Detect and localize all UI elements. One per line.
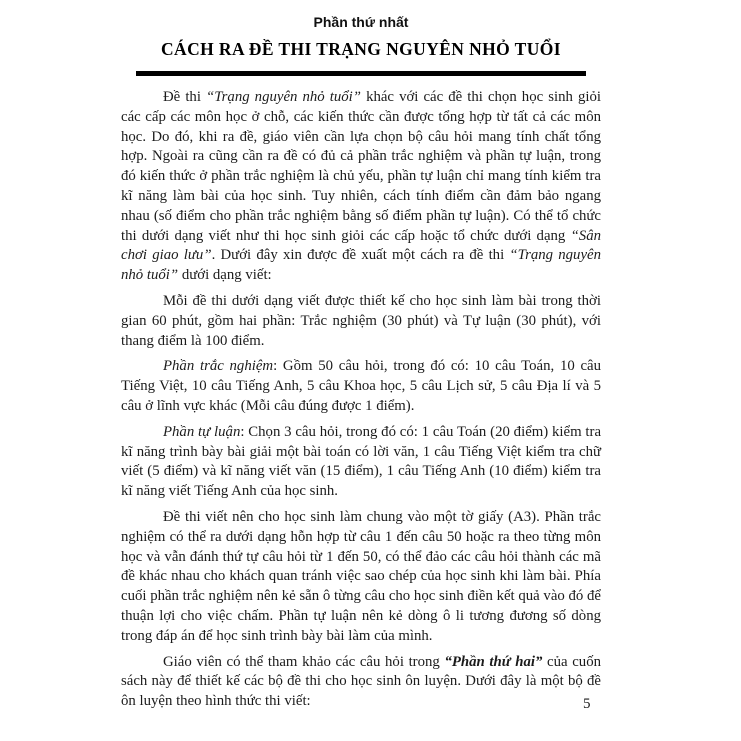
section-label: Phần thứ nhất (313, 14, 409, 30)
text-segment: Đề thi viết nên cho học sinh làm chung vào một tờ giấy (A3). Phần trắc nghiệm có thể ra dưới dạng hỗn hợp từ câu 1 đến câu 50 hoặc ra theo từng môn học và vẫn đánh thứ tự câu hỏi từ 1 đến 50, có thể đảo các câu hỏi thành các mã đề khác nhau cho khách quan tránh việc sao chép của học sinh khi làm bài. Phía cuối phần trắc nghiệm nên kẻ sẵn ô từng câu cho học sinh điền kết quả vào đó để thuận lợi cho việc chấm. Phần tự luận nên kẻ dòng ô li tương đương số dòng trong đáp án để học sinh trình bày bài làm của mình. (121, 508, 601, 644)
text-segment: của cuốn sách này để thiết kế các bộ đề thi cho học sinh ôn luyện. Dưới đây là một bộ đề ôn luyện theo hình thức thi viết: (121, 653, 601, 710)
paragraph (121, 292, 601, 351)
text-segment: Đề thi (163, 89, 207, 105)
page-title: CÁCH RA ĐỀ THI TRẠNG NGUYÊN NHỎ TUỔI (161, 39, 561, 59)
text-segment: “Sân chơi giao lưu” (121, 227, 601, 264)
paragraph (121, 357, 601, 416)
text-segment: dưới dạng viết: (178, 267, 272, 284)
text-segment: : Chọn 3 câu hỏi, trong đó có: 1 câu Toán (20 điểm) kiểm tra kĩ năng trình bày bài giải một bài toán có lời văn, 1 câu Tiếng Việt kiểm tra chữ viết (5 điểm) và kĩ năng viết văn (15 điểm), 1 câu Tiếng Anh (10 điểm) kiểm tra kĩ năng viết Tiếng Anh của học sinh. (121, 423, 602, 500)
paragraph (121, 508, 601, 647)
text-segment: Giáo viên có thể tham khảo các câu hỏi trong (163, 653, 445, 670)
text-segment: : Gồm 50 câu hỏi, trong đó có: 10 câu Toán, 10 câu Tiếng Việt, 10 câu Tiếng Anh, 5 câu Khoa học, 5 câu Lịch sử, 5 câu Địa lí và 5 câu ở lĩnh vực khác (Mỗi câu đúng được 1 điểm). (121, 358, 602, 414)
page-number: 5 (583, 696, 591, 712)
page-content (121, 0, 601, 718)
body-text (121, 88, 601, 712)
paragraph (121, 88, 601, 286)
text-segment: “Phần thứ hai” (444, 653, 543, 670)
text-segment: . Dưới đây xin được đề xuất một cách ra đề thi (211, 247, 510, 264)
text-segment: “Trạng nguyên nhỏ tuổi” (121, 247, 601, 284)
text-segment: Mỗi đề thi dưới dạng viết được thiết kế cho học sinh làm bài trong thời gian 60 phút, gồm hai phần: Trắc nghiệm (30 phút) và Tự luận (30 phút), với thang điểm là 100 điểm. (121, 292, 601, 349)
text-segment: Phần tự luận (163, 423, 241, 440)
text-segment: khác với các đề thi chọn học sinh giỏi các cấp các môn học ở chỗ, các kiến thức cần được tổng hợp từ tất cả các môn học. Do đó, khi ra đề, giáo viên cần lựa chọn bộ câu hỏi mang tính chất tổng hợp. Ngoài ra cũng cần ra đề có đủ cả phần trắc nghiệm và phần tự luận, trong đó kiến thức ở phần trắc nghiệm là chủ yếu, phần tự luận chỉ mang tính kiểm tra kĩ năng làm bài của học sinh. Tuy nhiên, cách tính điểm cần đảm bảo ngang nhau (số điểm cho phần trắc nghiệm bằng số điểm phần tự luận). Có thể tổ chức thi dưới dạng viết như thi học sinh giỏi các cấp hoặc tổ chức dưới dạng (121, 89, 601, 244)
title-divider (136, 71, 586, 76)
paragraph (121, 653, 601, 712)
paragraph (121, 423, 601, 502)
text-segment: “Trạng nguyên nhỏ tuổi” (206, 89, 361, 105)
text-segment: Phần trắc nghiệm (163, 358, 274, 375)
